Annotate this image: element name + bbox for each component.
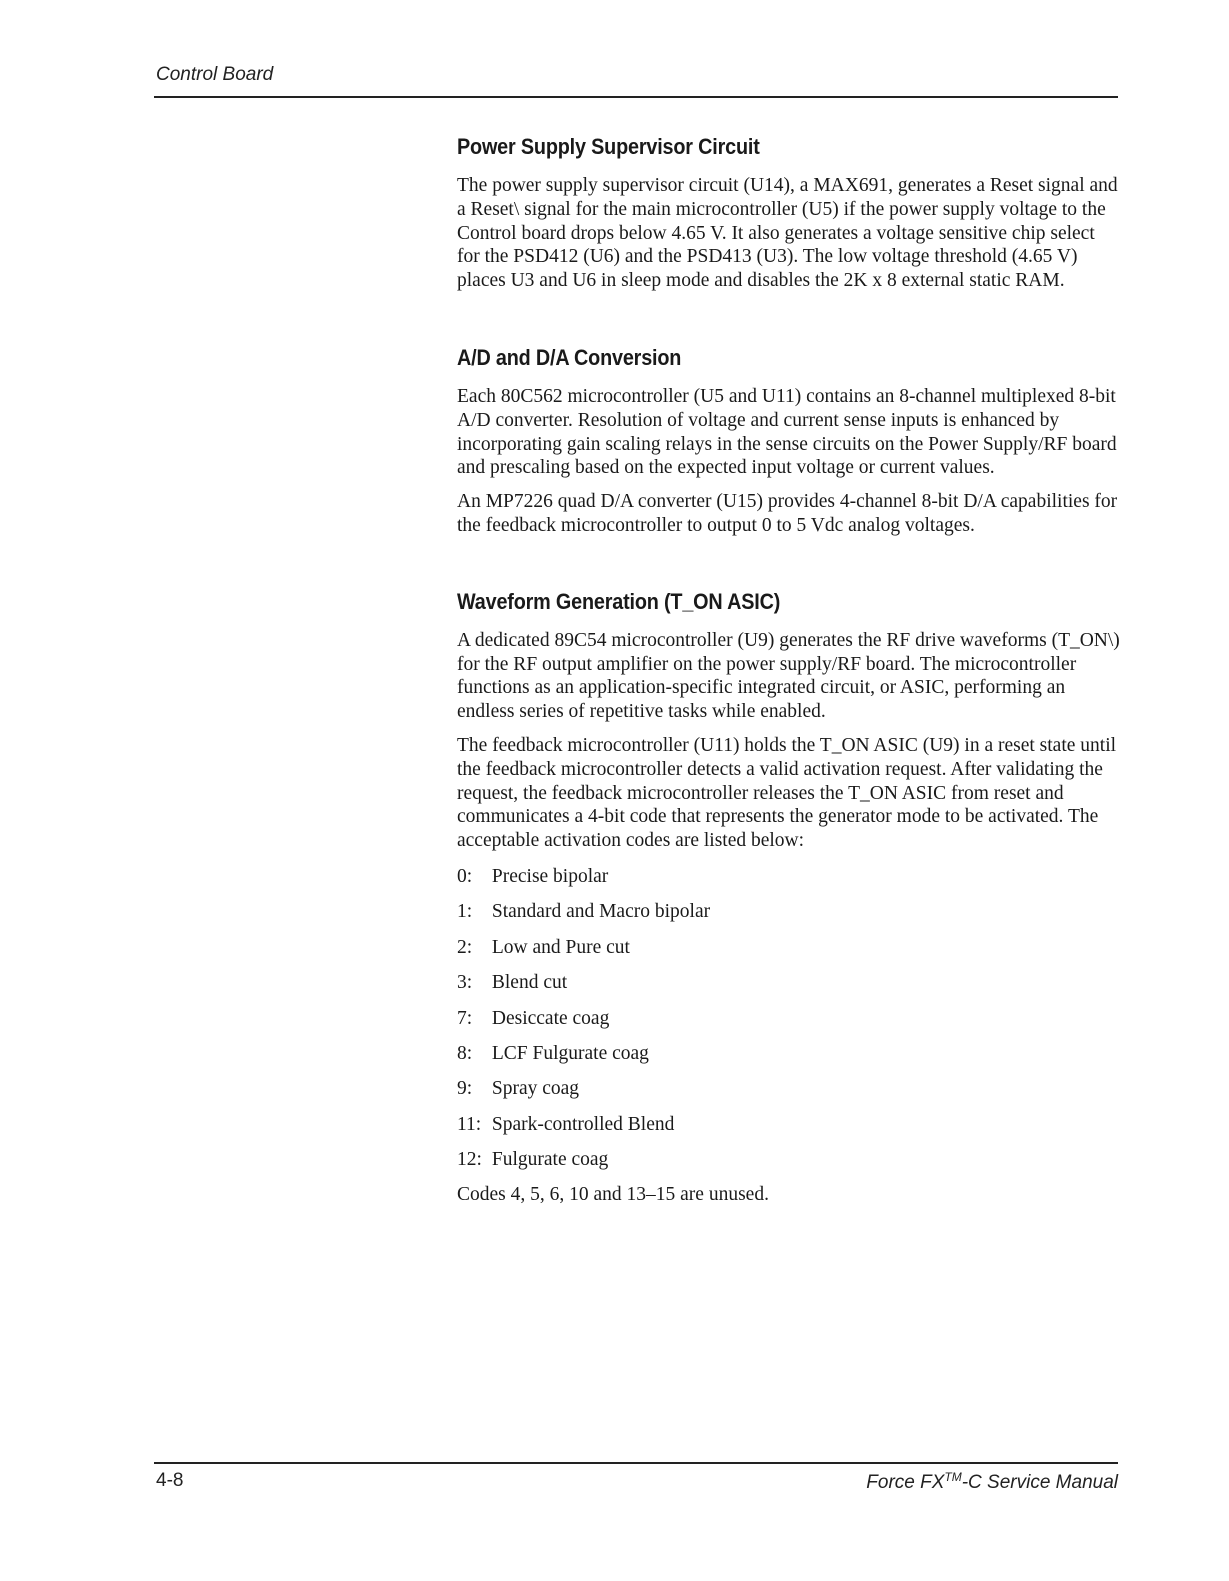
section-waveform-generation xyxy=(457,589,1122,1207)
code-number: 1: xyxy=(457,901,473,923)
section-heading: A/D and D/A Conversion xyxy=(457,344,682,370)
code-number: 2: xyxy=(457,936,473,958)
section-ad-da-conversion xyxy=(457,345,1122,538)
manual-title-suffix: -C Service Manual xyxy=(961,1472,1118,1493)
code-number: 12: xyxy=(457,1149,482,1171)
code-mode: Fulgurate coag xyxy=(491,1149,609,1171)
page-body xyxy=(457,134,1122,1217)
list-item xyxy=(457,936,1122,960)
list-item xyxy=(457,1113,1122,1137)
code-mode: Standard and Macro bipolar xyxy=(491,901,711,923)
code-number: 9: xyxy=(457,1078,473,1100)
paragraph: A dedicated 89C54 microcontroller (U9) generates the RF drive waveforms (T_ON\) for the RF output amplifier on the power supply/RF board. The microcontroller functions as an application-specific integrated circuit, or ASIC, performing an endless series of repetitive tasks while enabled. xyxy=(457,629,1120,723)
running-header: Control Board xyxy=(156,64,274,85)
code-mode: Spark-controlled Blend xyxy=(491,1113,675,1135)
section-power-supply-supervisor xyxy=(457,134,1122,293)
code-mode: Desiccate coag xyxy=(491,1007,610,1029)
manual-title xyxy=(866,1470,1118,1494)
code-number: 0: xyxy=(457,865,473,887)
list-item xyxy=(457,1007,1122,1031)
list-item xyxy=(457,900,1122,924)
list-item xyxy=(457,865,1122,889)
code-number: 7: xyxy=(457,1007,473,1029)
manual-title-prefix: Force FX xyxy=(866,1472,945,1493)
paragraph: The power supply supervisor circuit (U14), a MAX691, generates a Reset signal and a Reset\ signal for the main microcontroller (U5) if the power supply voltage to the Control board drops below 4.65 V. It also generates a voltage sensitive chip select for the PSD412 (U6) and the PSD413 (U3). The low voltage threshold (4.65 V) places U3 and U6 in sleep mode and disables the 2K x 8 external static RAM. xyxy=(457,175,1118,292)
spacer xyxy=(457,303,1122,345)
code-number: 3: xyxy=(457,972,473,994)
header-rule xyxy=(154,96,1118,98)
code-number: 8: xyxy=(457,1042,473,1064)
page-number: 4-8 xyxy=(156,1470,184,1491)
paragraph: Each 80C562 microcontroller (U5 and U11) contains an 8-channel multiplexed 8-bit A/D converter. Resolution of voltage and current sense inputs is enhanced by incorporating gain scaling relays in the sense circuits on the Power Supply/RF board and prescaling based on the expected input voltage or current values. xyxy=(457,385,1117,479)
code-number: 11: xyxy=(457,1113,482,1135)
code-mode: LCF Fulgurate coag xyxy=(491,1042,649,1064)
paragraph: The feedback microcontroller (U11) holds the T_ON ASIC (U9) in a reset state until the feedback microcontroller detects a valid activation request. After validating the request, the feedback microcontroller releases the T_ON ASIC from reset and communicates a 4-bit code that represents the generator mode to be activated. The acceptable activation codes are listed below: xyxy=(457,734,1117,852)
code-mode: Precise bipolar xyxy=(491,865,609,887)
paragraph: An MP7226 quad D/A converter (U15) provides 4-channel 8-bit D/A capabilities for the feedback microcontroller to output 0 to 5 Vdc analog voltages. xyxy=(457,491,1118,536)
list-item xyxy=(457,1077,1122,1101)
section-heading: Waveform Generation (T_ON ASIC) xyxy=(457,588,781,614)
code-mode: Spray coag xyxy=(491,1078,580,1100)
unused-codes-note: Codes 4, 5, 6, 10 and 13–15 are unused. xyxy=(457,1184,769,1206)
list-item xyxy=(457,1042,1122,1066)
activation-code-list xyxy=(457,865,1122,1172)
list-item xyxy=(457,1148,1122,1172)
list-item xyxy=(457,971,1122,995)
code-mode: Low and Pure cut xyxy=(491,936,630,958)
footer-rule xyxy=(154,1462,1118,1464)
trademark-mark: TM xyxy=(944,1470,962,1484)
code-mode: Blend cut xyxy=(491,972,568,994)
spacer xyxy=(457,548,1122,589)
section-heading: Power Supply Supervisor Circuit xyxy=(457,134,760,159)
